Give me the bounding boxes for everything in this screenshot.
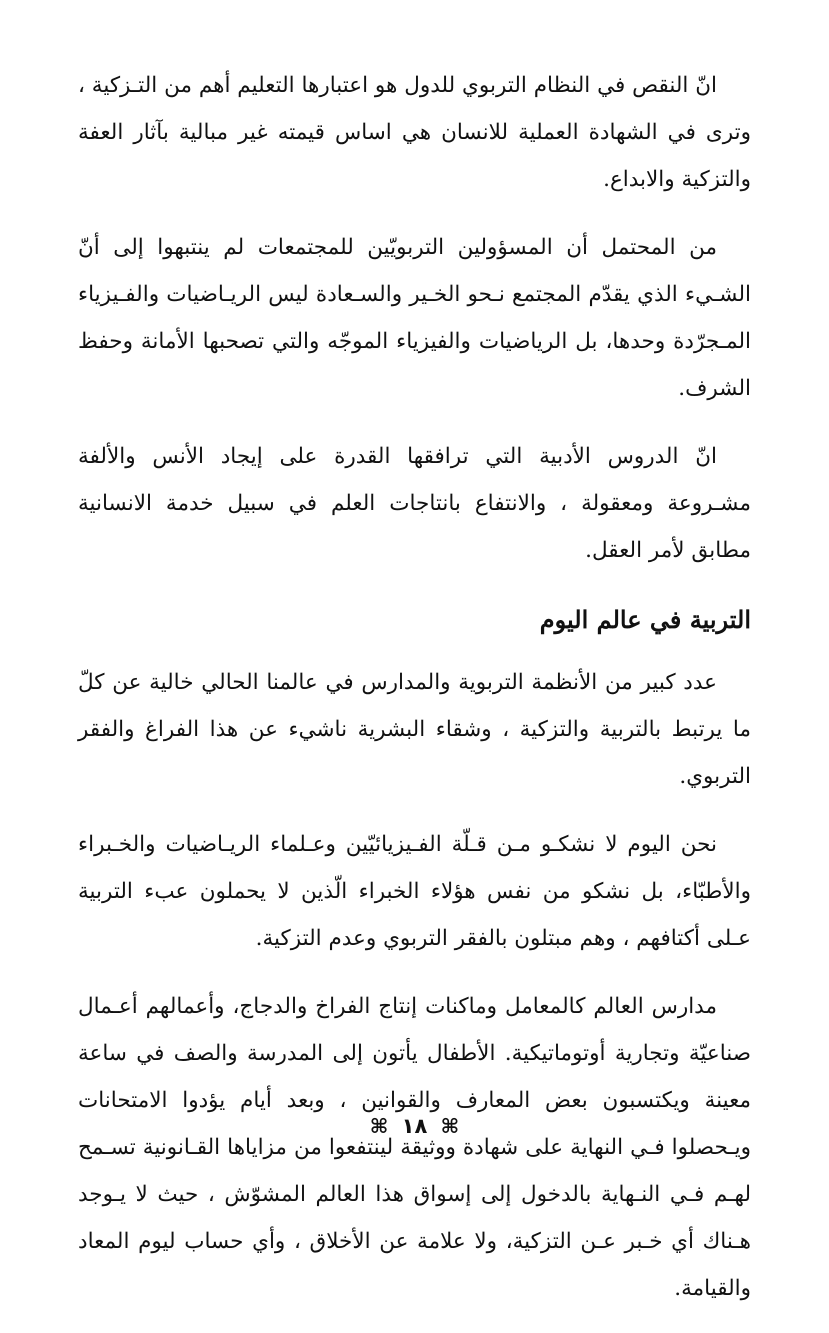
page-number: ١٨ (401, 1114, 428, 1138)
ornament-icon: ⌘ (440, 1114, 460, 1138)
paragraph: مدارس العالم كالمعامل وماكنات إنتاج الفراخ والدجاج، وأعمالهم أعـمال صناعيّة وتجارية أوتوماتيكية. الأطفال يأتون إلى المدرسة والصف في ساعة معينة ويكتسبون بعض المعارف والقوانين ، وبعد أيام يؤدوا الامتحانات ويـحصلوا فـي النهاية على شهادة ووثيقة لينتفعوا من مزاياها القـانونية تسـمح لهـم فـي النـهاية بالدخول إلى إسواق هذا العالم المشوّش ، حيث لا يـوجد هـناك أي خـبر عـن التزكية، ولا علامة عن الأخلاق ، وأي حساب ليوم المعاد والقيامة. (78, 994, 751, 1301)
page-body (78, 62, 751, 1333)
paragraph: من المحتمل أن المسؤولين التربويّين للمجتمعات لم ينتبهوا إلى أنّ الشـيء الذي يقدّم المجتمع نـحو الخـير والسـعادة ليس الريـاضيات والفـيزياء المـجرّدة وحدها، بل الرياضيات والفيزياء الموجّه والتي تصحبها الأمانة وحفظ الشرف. (78, 235, 751, 401)
paragraph: نحن اليوم لا نشكـو مـن قـلّة الفـيزيائيّين وعـلماء الريـاضيات والخـبراء والأطبّاء، بل نشكو من نفس هؤلاء الخبراء الّذين لا يحملون عبء التربية عـلى أكتافهم ، وهم مبتلون بالفقر التربوي وعدم التزكية. (78, 832, 751, 951)
section-heading: التربية في عالم اليوم (539, 605, 751, 634)
paragraph: انّ النقص في النظام التربوي للدول هو اعتبارها التعليم أهم من التـزكية ، وترى في الشهادة العملية للانسان هي اساس قيمته غير مبالية بآثار العفة والتزكية والابداع. (78, 73, 751, 192)
paragraph: عدد كبير من الأنظمة التربوية والمدارس في عالمنا الحالي خالية عن كلّ ما يرتبط بالتربية والتزكية ، وشقاء البشرية ناشيء عن هذا الفراغ والفقر التربوي. (78, 670, 751, 789)
ornament-icon: ⌘ (369, 1114, 389, 1138)
paragraph: انّ الدروس الأدبية التي ترافقها القدرة على إيجاد الأنس والألفة مشـروعة ومعقولة ، والانتفاع بانتاجات العلم في سبيل خدمة الانسانية مطابق لأمر العقل. (78, 444, 751, 563)
page-footer (0, 1113, 829, 1138)
